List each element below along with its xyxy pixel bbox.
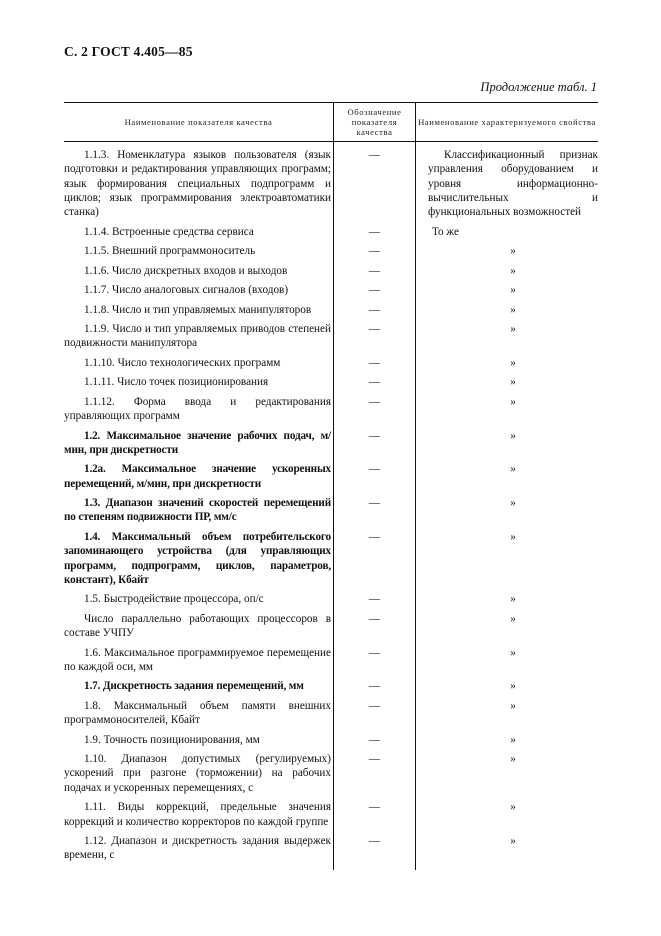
ditto-mark: » — [510, 264, 516, 277]
indicator-name: 1.1.12. Форма ввода и редактирования управляющих программ — [64, 395, 331, 423]
indicator-symbol: — — [333, 592, 416, 611]
property-name-cell — [416, 283, 598, 302]
property-name-cell — [416, 148, 598, 225]
indicator-name: 1.5. Быстродействие процессора, оп/с — [84, 593, 264, 606]
table-row — [64, 462, 598, 496]
indicator-name: 1.2. Максимальное значение рабочих подач, м/мин, при дискретности — [64, 429, 331, 456]
property-name-cell — [416, 395, 598, 429]
table-row — [64, 834, 598, 868]
indicator-name-cell — [64, 679, 333, 693]
property-name-cell — [416, 834, 598, 868]
ditto-mark: » — [510, 376, 516, 389]
indicator-name-cell — [64, 592, 333, 606]
ditto-mark: » — [510, 612, 516, 625]
ditto-mark: » — [510, 463, 516, 476]
indicator-symbol: — — [333, 612, 416, 646]
column-header-property-name: Наименование характеризуемого свойства — [418, 117, 596, 127]
ditto-mark: » — [510, 835, 516, 847]
ditto-mark: » — [510, 323, 516, 336]
property-name: Классификационный признак управления оборудованием и уровня информационно-вычислительных и функциональных возможностей — [428, 149, 598, 219]
ditto-mark: » — [510, 395, 516, 408]
table-row — [64, 148, 598, 225]
property-name-cell — [416, 356, 598, 375]
indicator-name: 1.1.10. Число технологических программ — [84, 356, 281, 369]
table-row — [64, 375, 598, 394]
indicator-name: 1.1.8. Число и тип управляемых манипуляторов — [84, 303, 312, 316]
property-name-cell — [416, 612, 598, 646]
indicator-name: Число параллельно работающих процессоров в составе УЧПУ — [64, 612, 331, 640]
indicator-name: 1.2а. Максимальное значение ускоренных перемещений, м/мин, при дискретности — [64, 463, 331, 490]
property-name: То же — [432, 225, 459, 238]
property-name-cell — [416, 322, 598, 356]
indicator-name-cell — [64, 752, 333, 795]
indicator-name-cell — [64, 375, 333, 389]
indicator-symbol: — — [333, 679, 416, 698]
indicator-name-cell — [64, 395, 333, 424]
table-tail — [64, 868, 598, 870]
table-row — [64, 225, 598, 244]
page-title: С. 2 ГОСТ 4.405—85 — [64, 44, 193, 59]
indicator-name: 1.6. Максимальное программируемое перемещение по каждой оси, мм — [64, 646, 331, 673]
indicator-name: 1.10. Диапазон допустимых (регулируемых) ускорений при разгоне (торможении) на рабочих подачах и ускоренных перемещениях, с — [64, 753, 331, 794]
indicator-symbol: — — [333, 375, 416, 394]
table-row — [64, 429, 598, 463]
table-row — [64, 496, 598, 530]
ditto-mark: » — [510, 753, 516, 766]
property-name-cell — [416, 244, 598, 263]
ditto-mark: » — [510, 699, 516, 712]
indicator-name: 1.1.9. Число и тип управляемых приводов степеней подвижности манипулятора — [64, 323, 331, 350]
indicator-name-cell — [64, 283, 333, 297]
property-name-cell — [416, 800, 598, 834]
indicator-name: 1.9. Точность позиционирования, мм — [84, 733, 260, 746]
indicator-symbol: — — [333, 395, 416, 429]
indicator-symbol: — — [333, 429, 416, 463]
table-row — [64, 303, 598, 322]
property-name-cell — [416, 429, 598, 463]
property-name-cell — [416, 264, 598, 283]
ditto-mark: » — [510, 646, 516, 659]
indicator-symbol: — — [333, 530, 416, 592]
indicator-symbol: — — [333, 834, 416, 868]
indicator-name-cell — [64, 530, 333, 587]
table-row — [64, 612, 598, 646]
ditto-mark: » — [510, 801, 516, 814]
indicator-name: 1.4. Максимальный объем потребительского запоминающего устройства (для управляющих программ, подпрограмм, циклов, параметров, констант), Кбайт — [64, 530, 331, 586]
ditto-mark: » — [510, 284, 516, 297]
table-header — [64, 103, 598, 141]
indicator-name-cell — [64, 225, 333, 239]
indicator-name: 1.1.6. Число дискретных входов и выходов — [84, 264, 288, 277]
indicator-name-cell — [64, 496, 333, 525]
property-name-cell — [416, 752, 598, 800]
property-name-cell — [416, 733, 598, 752]
table-row — [64, 244, 598, 263]
property-name-cell — [416, 496, 598, 530]
property-name-cell — [416, 462, 598, 496]
table-row — [64, 264, 598, 283]
ditto-mark: » — [510, 245, 516, 258]
indicator-symbol: — — [333, 733, 416, 752]
indicator-name: 1.12. Диапазон и дискретность задания выдержек времени, с — [64, 835, 331, 862]
property-name-cell — [416, 699, 598, 733]
property-name-cell — [416, 303, 598, 322]
ditto-mark: » — [510, 497, 516, 510]
ditto-mark: » — [510, 303, 516, 316]
indicator-name-cell — [64, 462, 333, 491]
ditto-mark: » — [510, 429, 516, 442]
table-row — [64, 395, 598, 429]
table-row — [64, 752, 598, 800]
ditto-mark: » — [510, 593, 516, 606]
indicator-name-cell — [64, 244, 333, 258]
indicator-name-cell — [64, 834, 333, 863]
ditto-mark: » — [510, 680, 516, 693]
indicator-name-cell — [64, 322, 333, 351]
ditto-mark: » — [510, 733, 516, 746]
table-row — [64, 322, 598, 356]
table-row — [64, 530, 598, 592]
indicator-name-cell — [64, 612, 333, 641]
indicator-name: 1.1.11. Число точек позиционирования — [84, 376, 269, 389]
indicator-name-cell — [64, 699, 333, 728]
table-row — [64, 646, 598, 680]
indicator-symbol: — — [333, 244, 416, 263]
indicator-symbol: — — [333, 752, 416, 800]
indicator-name-cell — [64, 646, 333, 675]
indicator-name-cell — [64, 733, 333, 747]
indicator-symbol: — — [333, 800, 416, 834]
table-row — [64, 800, 598, 834]
indicator-name: 1.1.5. Внешний программоноситель — [84, 245, 256, 258]
indicator-name-cell — [64, 800, 333, 829]
table-row — [64, 733, 598, 752]
table-row — [64, 592, 598, 611]
table-row — [64, 679, 598, 698]
indicator-symbol: — — [333, 148, 416, 225]
column-header-indicator-symbol: Обозначение показателя качества — [333, 103, 416, 141]
indicator-name: 1.1.4. Встроенные средства сервиса — [84, 225, 254, 238]
indicator-symbol: — — [333, 699, 416, 733]
table-row — [64, 699, 598, 733]
property-name-cell — [416, 225, 598, 244]
indicator-symbol: — — [333, 356, 416, 375]
indicator-symbol: — — [333, 496, 416, 530]
property-name-cell — [416, 592, 598, 611]
indicator-name: 1.3. Диапазон значений скоростей перемещений по степеням подвижности ПР, мм/с — [64, 497, 331, 524]
ditto-mark: » — [510, 356, 516, 369]
property-name-cell — [416, 646, 598, 680]
indicator-name: 1.11. Виды коррекций, предельные значения коррекций и количество корректоров по каждой группе — [64, 801, 331, 828]
table-row — [64, 283, 598, 302]
indicator-symbol: — — [333, 646, 416, 680]
property-name-cell — [416, 530, 598, 592]
indicator-name-cell — [64, 356, 333, 370]
indicator-name-cell — [64, 148, 333, 219]
indicator-symbol: — — [333, 322, 416, 356]
indicator-name-cell — [64, 264, 333, 278]
table-row — [64, 356, 598, 375]
property-name-cell — [416, 679, 598, 698]
indicator-symbol: — — [333, 264, 416, 283]
ditto-mark: » — [510, 530, 516, 543]
indicator-symbol: — — [333, 462, 416, 496]
column-header-indicator-name: Наименование показателя качества — [124, 117, 273, 127]
table-body — [64, 148, 598, 868]
table-continuation-note: Продолжение табл. 1 — [480, 80, 597, 94]
indicator-symbol: — — [333, 303, 416, 322]
indicator-name: 1.1.7. Число аналоговых сигналов (входов) — [84, 284, 289, 297]
indicator-name: 1.8. Максимальный объем памяти внешних программоносителей, Кбайт — [64, 699, 331, 727]
indicator-name: 1.1.3. Номенклатура языков пользователя (язык подготовки и редактирования управляющих программ; язык формирования специальных подпрограмм и циклов; язык программирования электроавтоматики станка) — [64, 149, 331, 219]
indicator-name-cell — [64, 303, 333, 317]
indicator-name-cell — [64, 429, 333, 458]
quality-indicators-table — [64, 102, 598, 870]
indicator-symbol: — — [333, 283, 416, 302]
property-name-cell — [416, 375, 598, 394]
indicator-symbol: — — [333, 225, 416, 244]
indicator-name: 1.7. Дискретность задания перемещений, мм — [84, 680, 304, 693]
